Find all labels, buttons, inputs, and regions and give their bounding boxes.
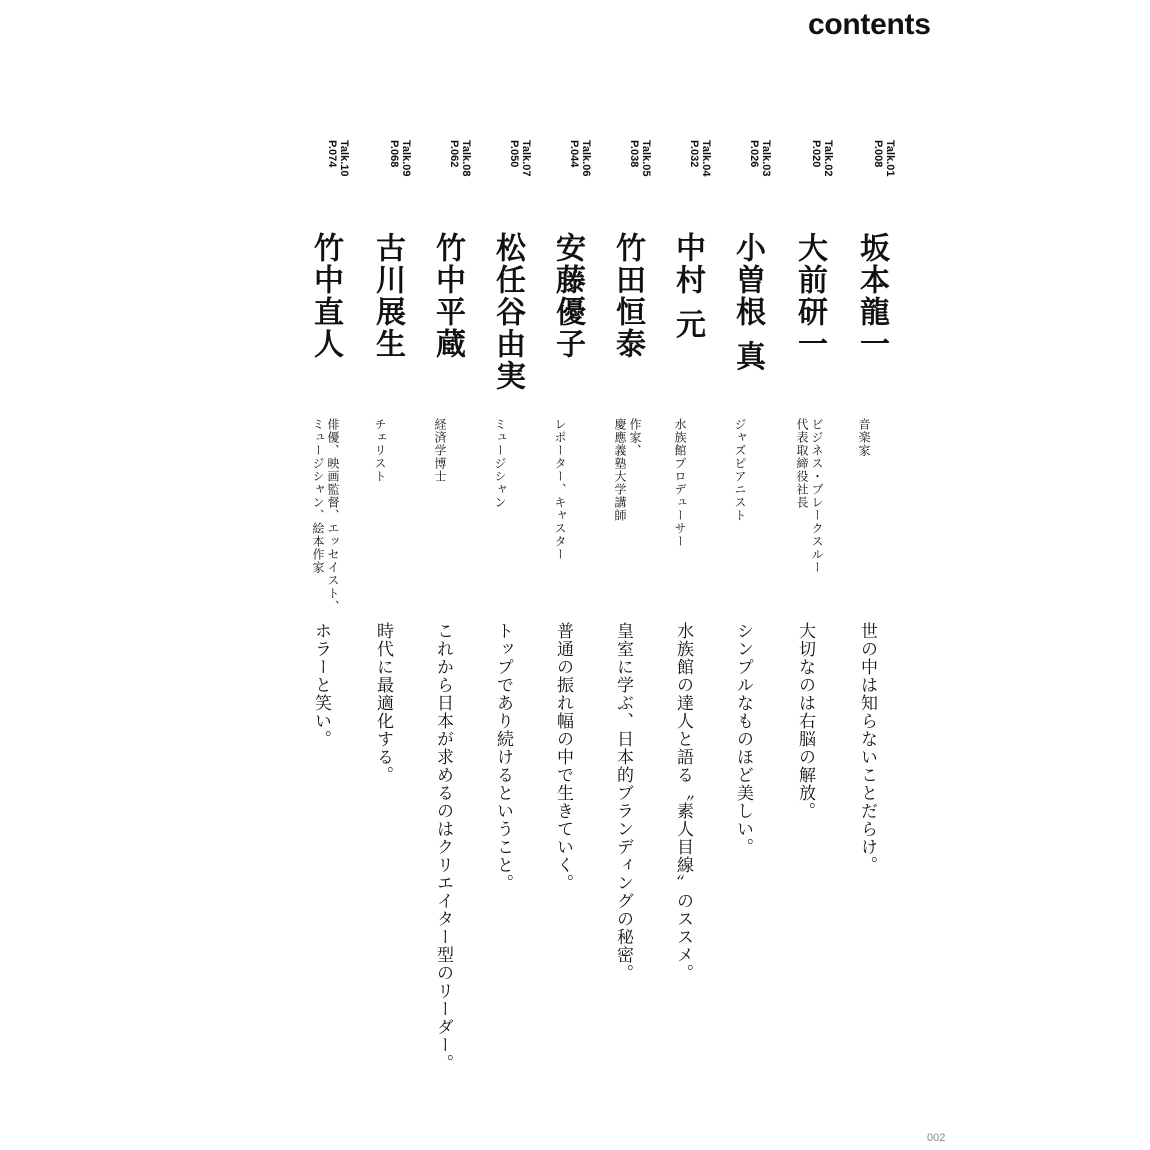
guest-name: 坂本龍一 (854, 232, 889, 360)
talk-page-meta (388, 140, 416, 220)
page-reference: P.068 (388, 140, 400, 168)
toc-entry-talk-04[interactable] (664, 140, 720, 1100)
page-reference: P.008 (872, 140, 884, 168)
talk-number: Talk.10 (338, 140, 350, 177)
talk-number: Talk.09 (400, 140, 412, 177)
talk-title: シンプルなものほど美しい。 (733, 622, 753, 856)
talk-page-meta (688, 140, 716, 220)
talk-title: 大切なのは右脳の解放。 (795, 622, 815, 820)
page-reference: P.050 (508, 140, 520, 168)
toc-entry-talk-09[interactable] (364, 140, 420, 1100)
talk-title: 時代に最適化する。 (373, 622, 393, 784)
guest-role: ミュージシャン (493, 418, 507, 509)
talk-title: トップであり続けるということ。 (493, 622, 513, 892)
toc-entry-talk-10[interactable] (302, 140, 358, 1100)
guest-role: ジャズピアニスト (733, 418, 747, 522)
talk-number: Talk.08 (460, 140, 472, 177)
contents-heading: contents (808, 8, 931, 41)
guest-name: 大前研一 (792, 232, 827, 360)
talk-number: Talk.04 (700, 140, 712, 177)
page-reference: P.074 (326, 140, 338, 168)
guest-name: 竹中直人 (308, 232, 343, 360)
talk-number: Talk.06 (580, 140, 592, 177)
guest-name: 中村 元 (670, 232, 705, 341)
talk-page-meta (326, 140, 354, 220)
toc-entry-talk-08[interactable] (424, 140, 480, 1100)
guest-role: 作家、 慶應義塾大学講師 (613, 418, 642, 522)
guest-name: 小曽根 真 (730, 232, 765, 373)
talk-page-meta (628, 140, 656, 220)
guest-role: 音楽家 (857, 418, 871, 457)
page-number: 002 (927, 1132, 946, 1144)
guest-role: 経済学博士 (433, 418, 447, 483)
toc-entry-talk-05[interactable] (604, 140, 660, 1100)
talk-title: 皇室に学ぶ、日本的ブランディングの秘密。 (613, 622, 633, 982)
toc-entry-talk-01[interactable] (848, 140, 904, 1100)
guest-role: 俳優、映画監督、エッセイスト、 ミュージシャン、絵本作家 (311, 418, 340, 613)
talk-page-meta (568, 140, 596, 220)
talk-number: Talk.02 (822, 140, 834, 177)
guest-name: 古川展生 (370, 232, 405, 360)
page-reference: P.044 (568, 140, 580, 168)
page-reference: P.020 (810, 140, 822, 168)
talk-number: Talk.01 (884, 140, 896, 177)
page-reference: P.032 (688, 140, 700, 168)
toc-entry-talk-02[interactable] (786, 140, 842, 1100)
talk-number: Talk.07 (520, 140, 532, 177)
talk-page-meta (748, 140, 776, 220)
guest-name: 竹中平蔵 (430, 232, 465, 360)
guest-role: 水族館プロデューサー (673, 418, 687, 548)
guest-name: 竹田恒泰 (610, 232, 645, 360)
talk-number: Talk.05 (640, 140, 652, 177)
talk-page-meta (448, 140, 476, 220)
talk-title: 水族館の達人と語る〝素人目線〟のススメ。 (673, 622, 693, 982)
toc-entry-talk-07[interactable] (484, 140, 540, 1100)
talk-title: ホラーと笑い。 (311, 622, 331, 748)
toc-entry-talk-03[interactable] (724, 140, 780, 1100)
guest-name: 安藤優子 (550, 232, 585, 360)
talk-page-meta (872, 140, 900, 220)
page-reference: P.038 (628, 140, 640, 168)
talk-title: 世の中は知らないことだらけ。 (857, 622, 877, 874)
page-reference: P.026 (748, 140, 760, 168)
guest-role: レポーター、キャスター (553, 418, 567, 561)
page-reference: P.062 (448, 140, 460, 168)
guest-role: チェリスト (373, 418, 387, 483)
guest-name: 松任谷由実 (490, 232, 525, 392)
talk-title: 普通の振れ幅の中で生きていく。 (553, 622, 573, 892)
toc-entry-talk-06[interactable] (544, 140, 600, 1100)
talk-page-meta (508, 140, 536, 220)
talk-title: これから日本が求めるのはクリエイター型のリーダー。 (433, 622, 453, 1072)
talk-page-meta (810, 140, 838, 220)
talk-number: Talk.03 (760, 140, 772, 177)
guest-role: ビジネス・ブレークスルー 代表取締役社長 (795, 418, 824, 574)
